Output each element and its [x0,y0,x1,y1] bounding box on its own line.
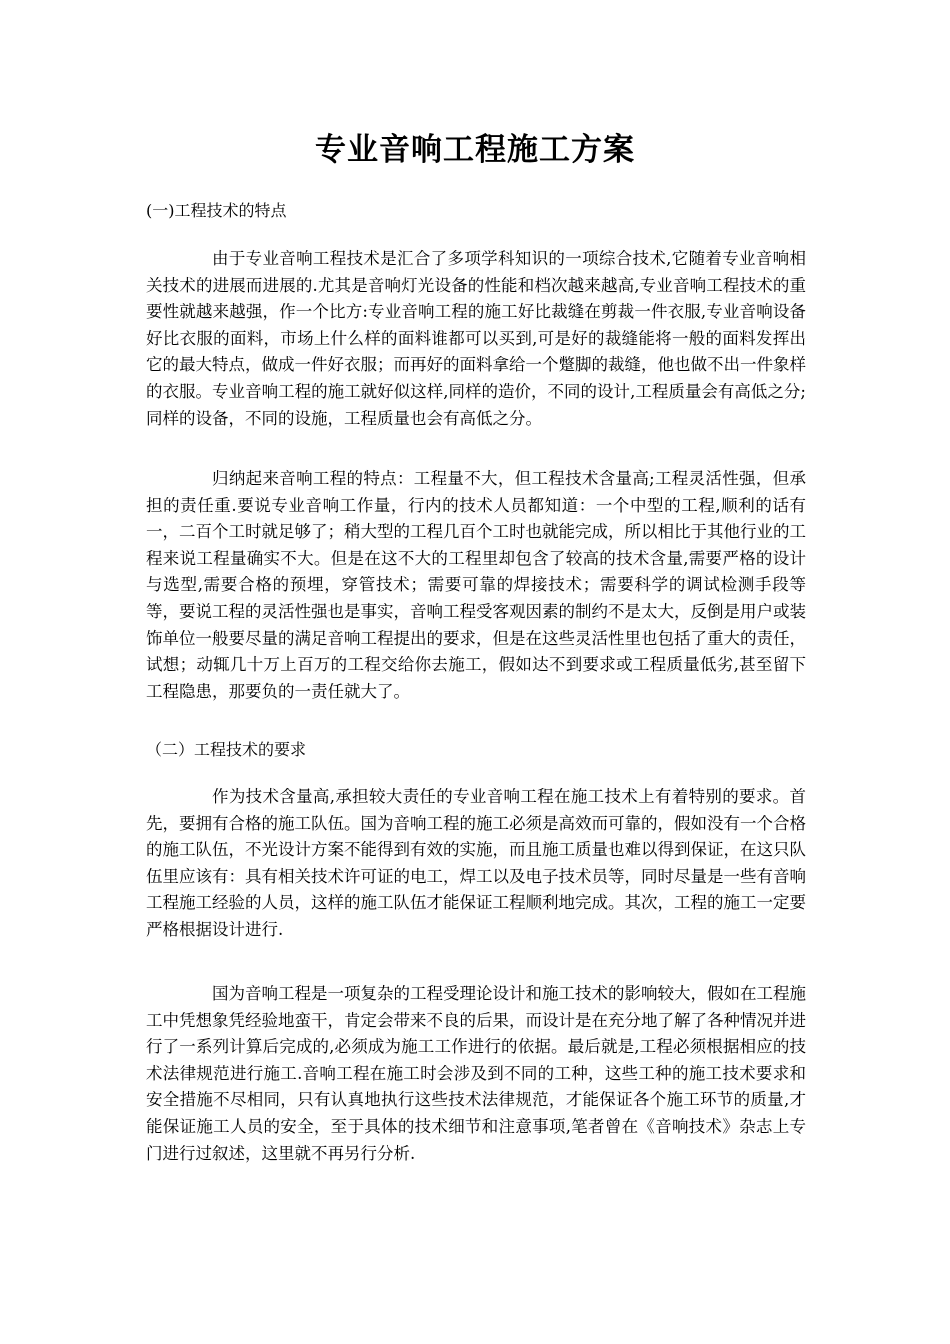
paragraph-2: 归纳起来音响工程的特点：工程量不大，但工程技术含量高;工程灵活性强，但承担的责任重.要说专业音响工作量，行内的技术人员都知道：一个中型的工程,顺利的话有一，二百个工时就足够了；稍大型的工程几百个工时也就能完成，所以相比于其他行业的工程来说工程量确实不大。但是在这不大的工程里却包含了较高的技术含量,需要严格的设计与选型,需要合格的预埋，穿管技术；需要可靠的焊接技术；需要科学的调试检测手段等等，要说工程的灵活性强也是事实，音响工程受客观因素的制约不是太大，反倒是用户或装饰单位一般要尽量的满足音响工程提出的要求，但是在这些灵活性里也包括了重大的责任，试想；动辄几十万上百万的工程交给你去施工，假如达不到要求或工程质量低劣,甚至留下工程隐患，那要负的一责任就大了。 [146,469,806,701]
section-heading-1: (一)工程技术的特点 [146,201,287,220]
paragraph-4: 国为音响工程是一项复杂的工程受理论设计和施工技术的影响较大，假如在工程施工中凭想象凭经验地蛮干，肯定会带来不良的后果，而设计是在充分地了解了各种情况并进行了一系列计算后完成的,必须成为施工工作进行的依据。最后就是,工程必须根据相应的技术法律规范进行施工.音响工程在施工时会涉及到不同的工种，这些工种的施工技术要求和安全措施不尽相同，只有认真地执行这些技术法律规范，才能保证各个施工环节的质量,才能保证施工人员的安全，至于具体的技术细节和注意事项,笔者曾在《音响技术》杂志上专门进行过叙述，这里就不再另行分析. [146,984,806,1163]
section-heading-2: （二）工程技术的要求 [146,740,307,759]
document-title: 专业音响工程施工方案 [315,132,635,168]
paragraph-3: 作为技术含量高,承担较大责任的专业音响工程在施工技术上有着特别的要求。首先，要拥有合格的施工队伍。国为音响工程的施工必须是高效而可靠的，假如没有一个合格的施工队伍，不光设计方案不能得到有效的实施，而且施工质量也难以得到保证，在这只队伍里应该有：具有相关技术许可证的电工，焊工以及电子技术员等，同时尽量是一些有音响工程施工经验的人员，这样的施工队伍才能保证工程顺利地完成。其次，工程的施工一定要严格根据设计进行. [146,787,806,939]
paragraph-1: 由于专业音响工程技术是汇合了多项学科知识的一项综合技术,它随着专业音响相关技术的进展而进展的.尤其是音响灯光设备的性能和档次越来越高,专业音响工程技术的重要性就越来越强，作一个比方:专业音响工程的施工好比裁缝在剪裁一件衣服,专业音响设备好比衣服的面料，市场上什么样的面料谁都可以买到,可是好的裁缝能将一般的面料发挥出它的最大特点，做成一件好衣服；而再好的面料拿给一个蹩脚的裁缝，他也做不出一件象样的衣服。专业音响工程的施工就好似这样,同样的造价，不同的设计,工程质量会有高低之分;同样的设备，不同的设施，工程质量也会有高低之分。 [146,249,806,428]
